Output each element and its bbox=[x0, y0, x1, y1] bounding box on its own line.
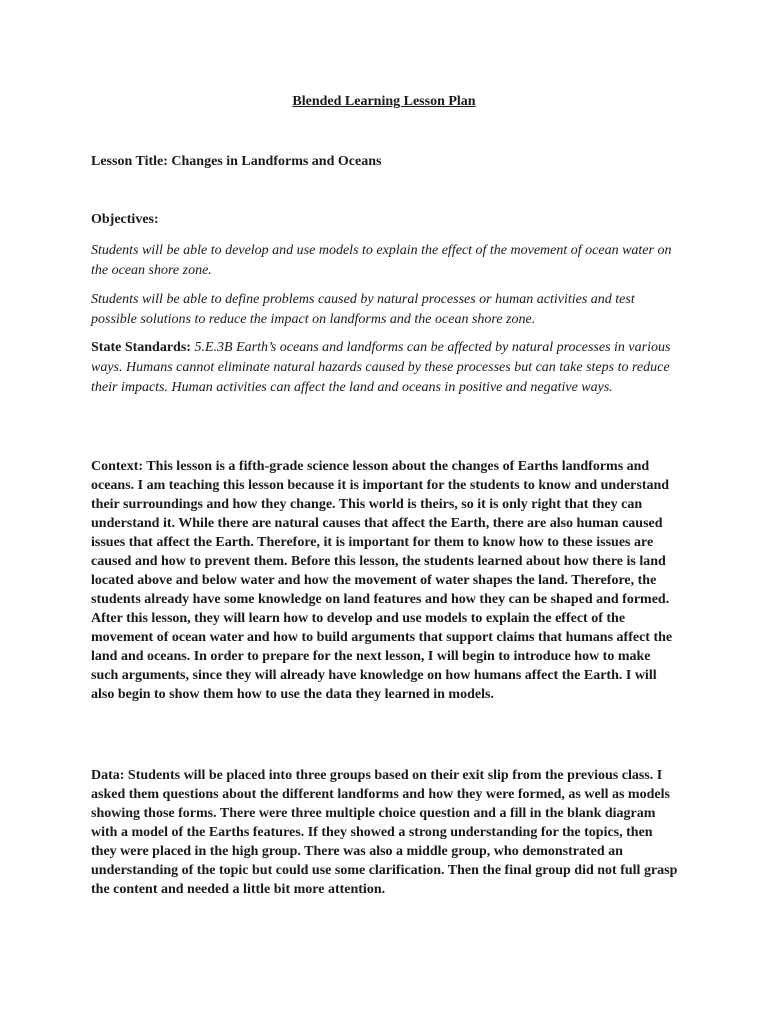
context-paragraph: Context: This lesson is a fifth-grade science lesson about the changes of Earths landforms and oceans. I am teaching this lesson because it is important for the students to know and understand their surroundings and how they change. This world is theirs, so it is only right that they can understand it. While there are natural causes that affect the Earth, there are also human caused issues that affect the Earth. Therefore, it is important for them to know how to these issues are caused and how to prevent them. Before this lesson, the students learned about how there is land located above and below water and how the movement of water shapes the land. Therefore, the students already have some knowledge on land features and how they can be shaped and formed. After this lesson, they will learn how to develop and use models to explain the effect of the movement of ocean water and how to build arguments that support claims that humans affect the land and oceans. In order to prepare for the next lesson, I will begin to introduce how to make such arguments, since they will already have knowledge on how humans affect the Earth. I will also begin to show them how to use the data they learned in models. bbox=[91, 459, 673, 702]
lesson-title: Lesson Title: Changes in Landforms and Oceans bbox=[91, 154, 382, 169]
objective-2: Students will be able to define problems caused by natural processes or human activities and test possible solutions to reduce the impact on landforms and the ocean shore zone. bbox=[91, 292, 635, 327]
document-title-text: Blended Learning Lesson Plan bbox=[292, 94, 476, 109]
objectives-heading: Objectives: bbox=[91, 212, 159, 227]
document-title bbox=[0, 94, 768, 110]
state-standards bbox=[91, 338, 681, 398]
state-standards-label: State Standards: bbox=[91, 340, 191, 355]
data-paragraph: Data: Students will be placed into three groups based on their exit slip from the previous class. I asked them questions about the different landforms and how they were formed, as well as models showing those forms. There were three multiple choice question and a fill in the blank diagram with a model of the Earths features. If they showed a strong understanding for the topics, then they were placed in the high group. There was also a middle group, who demonstrated an understanding of the topic but could use some clarification. Then the final group did not full grasp the content and needed a little bit more attention. bbox=[91, 768, 678, 897]
state-standards-text: 5.E.3B Earth’s oceans and landforms can be affected by natural processes in various ways. Humans cannot eliminate natural hazards caused by these processes but can take steps to reduce their impacts. Human activities can affect the land and oceans in positive and negative ways. bbox=[91, 340, 671, 395]
objective-1: Students will be able to develop and use models to explain the effect of the movement of ocean water on the ocean shore zone. bbox=[91, 243, 672, 278]
